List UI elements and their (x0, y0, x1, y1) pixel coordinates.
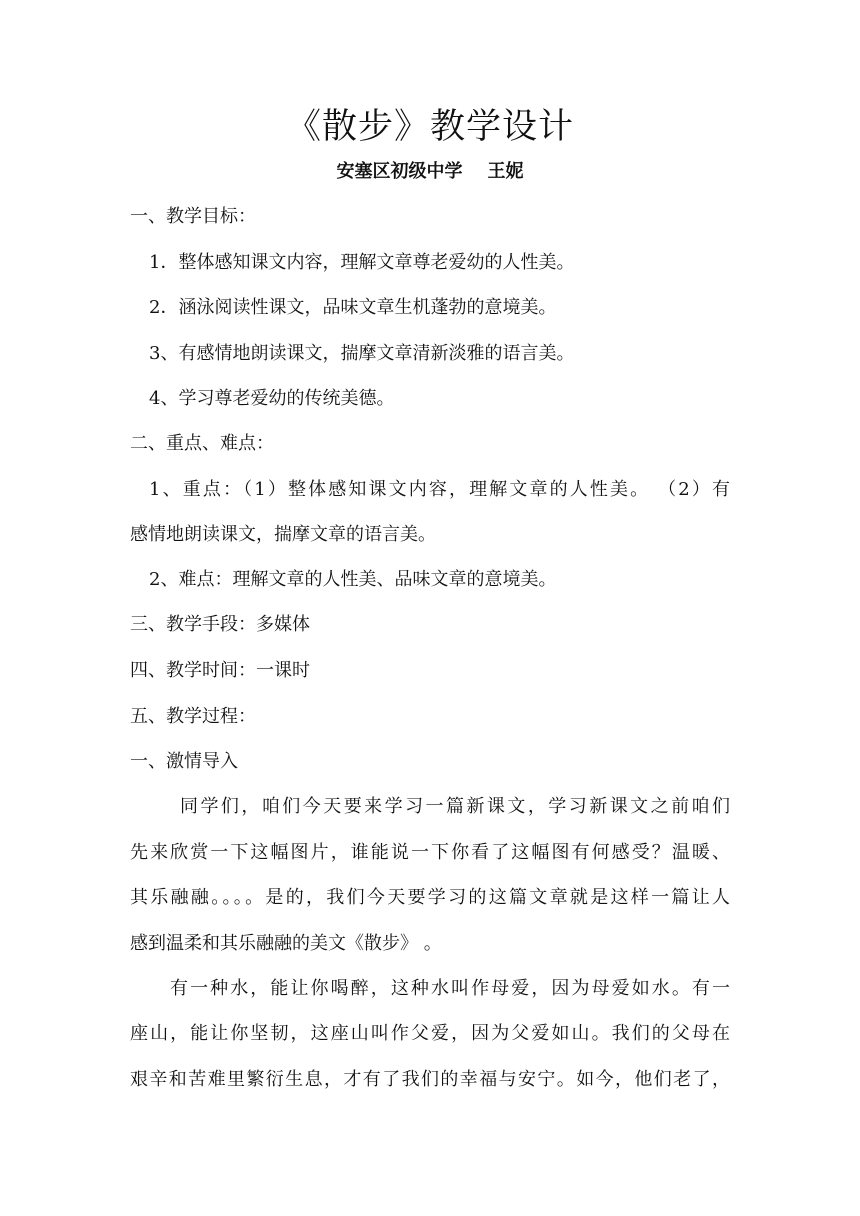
paragraph-line: 感到温柔和其乐融融的美文《散步》 。 (130, 933, 442, 954)
keypoints-heading: 二、重点、难点： (130, 433, 274, 454)
teaching-means: 三、教学手段：多媒体 (130, 614, 310, 635)
paragraph-line: 艰辛和苦难里繁衍生息，才有了我们的幸福与安宁。如今，他们老了， (130, 1069, 730, 1090)
objectives-heading: 一、教学目标： (130, 206, 256, 227)
teaching-time: 四、教学时间：一课时 (130, 660, 310, 681)
intro-heading: 一、激情导入 (130, 751, 238, 772)
paragraph-line: 有一种水，能让你喝醉，这种水叫作母爱，因为母爱如水。有一 (170, 978, 730, 999)
keypoint-item: 1、重点：（1）整体感知课文内容，理解文章的人性美。 （2）有 (149, 479, 730, 500)
process-heading: 五、教学过程： (130, 706, 256, 727)
paragraph-line: 座山，能让你坚韧，这座山叫作父爱，因为父爱如山。我们的父母在 (130, 1023, 730, 1044)
author-line: 安塞区初级中学 王妮 (336, 161, 524, 182)
objective-item: 4、学习尊老爱幼的传统美德。 (149, 388, 395, 409)
document-title: 《散步》教学设计 (285, 107, 574, 147)
objective-item: 1．整体感知课文内容，理解文章尊老爱幼的人性美。 (149, 252, 575, 273)
keypoint-item-continued: 感情地朗读课文，揣摩文章的语言美。 (130, 524, 436, 545)
objective-item: 2．涵泳阅读性课文，品味文章生机蓬勃的意境美。 (149, 297, 557, 318)
keypoint-item: 2、难点：理解文章的人性美、品味文章的意境美。 (149, 569, 557, 590)
paragraph-line: 同学们，咱们今天要来学习一篇新课文，学习新课文之前咱们 (180, 796, 730, 817)
paragraph-line: 先来欣赏一下这幅图片，谁能说一下你看了这幅图有何感受？温暖、 (130, 842, 730, 863)
paragraph-line: 其乐融融。。。。是的，我们今天要学习的这篇文章就是这样一篇让人 (130, 887, 730, 908)
objective-item: 3、有感情地朗读课文，揣摩文章清新淡雅的语言美。 (149, 343, 575, 364)
